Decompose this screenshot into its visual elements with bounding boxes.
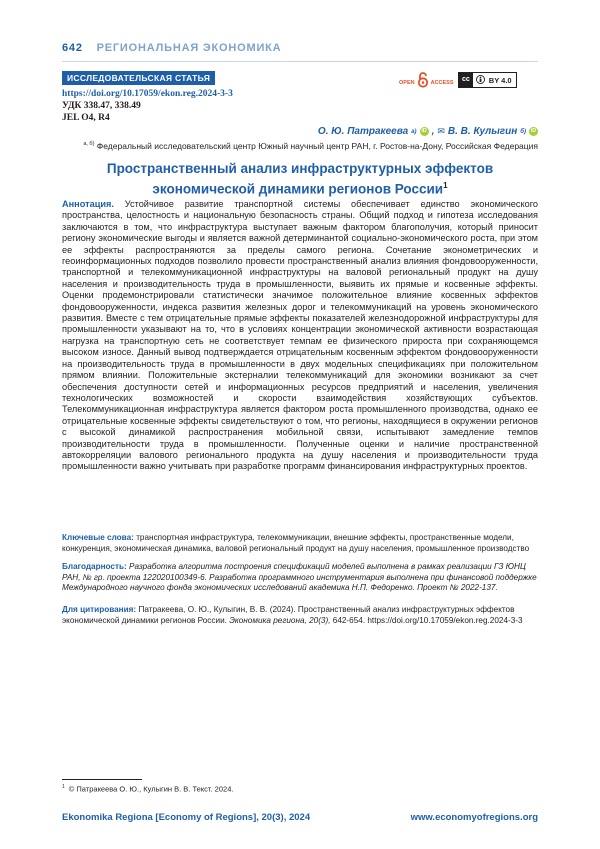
title-footnote-mark: 1 bbox=[443, 181, 448, 190]
citation-text: Патракеева, О. Ю., Кулыгин, В. В. (2024). Пространственный анализ инфраструктурных эффектов экономической динамики регионов России. bbox=[62, 605, 515, 625]
author-1-affil-mark: a) bbox=[411, 128, 417, 135]
article-title bbox=[62, 160, 538, 198]
abstract bbox=[62, 199, 538, 473]
footnote-divider bbox=[62, 779, 142, 780]
acknowledgments-label: Благодарность: bbox=[62, 562, 127, 571]
article-title-text: Пространственный анализ инфраструктурных эффектов экономической динамики регионов России bbox=[106, 161, 494, 197]
acknowledgments-text: Разработка алгоритма построения спецификаций моделей выполнена в рамках реализации ГЗ ЮНЦ РАН, № гр. проекта 122020100349-6. Разработка программного инструментария выполнена при финансовой поддержке Международного научного фонда экономических исследований академика Н.П. Федоренко. Проект № 2022-137. bbox=[62, 562, 537, 592]
open-access-logo bbox=[399, 72, 454, 93]
author-2-name: В. В. Кулыгин bbox=[447, 126, 518, 137]
udc-code: УДК 338.47, 338.49 bbox=[62, 101, 141, 111]
keywords-label: Ключевые слова: bbox=[62, 533, 134, 542]
citation-journal: Экономика региона, 20(3), bbox=[229, 615, 331, 625]
keywords bbox=[62, 533, 538, 554]
footer-journal: Ekonomika Regiona [Economy of Regions], 20(3), 2024 bbox=[62, 812, 311, 823]
by-person-icon bbox=[473, 75, 485, 86]
footnote-text: © Патракеева О. Ю., Кулыгин В. В. Текст. 2024. bbox=[68, 784, 234, 794]
open-access-lock-icon bbox=[417, 72, 429, 93]
header-divider bbox=[62, 61, 538, 62]
keywords-text: транспортная инфраструктура, телекоммуникации, внешние эффекты, пространственные модели, конкуренция, экономическая динамика, валовой региональный продукт на душу населения, промышленное производство bbox=[62, 533, 530, 553]
journal-name: РЕГИОНАЛЬНАЯ ЭКОНОМИКА bbox=[96, 42, 282, 54]
cc-license-badge[interactable] bbox=[458, 72, 517, 88]
abstract-label: Аннотация. bbox=[62, 199, 114, 209]
article-type-badge: ИССЛЕДОВАТЕЛЬСКАЯ СТАТЬЯ bbox=[62, 71, 215, 85]
orcid-icon[interactable]: iD bbox=[421, 128, 427, 134]
footnote bbox=[62, 784, 233, 794]
open-access-access-text: ACCESS bbox=[430, 79, 454, 86]
citation-pages-doi: 642-654. https://doi.org/10.17059/ekon.reg.2024-3-3 bbox=[332, 615, 523, 625]
citation-label: Для цитирования: bbox=[62, 605, 137, 614]
running-header bbox=[62, 42, 281, 54]
author-2-affil-mark: б) bbox=[520, 128, 526, 135]
affiliation-marks: а, б) bbox=[83, 141, 95, 148]
footer-website-link[interactable]: www.economyofregions.org bbox=[410, 812, 538, 823]
author-line: О. Ю. Патракеева a) iD , ✉ В. В. Кулыгин б) iD bbox=[317, 126, 537, 137]
page-number: 642 bbox=[62, 42, 83, 54]
acknowledgments bbox=[62, 562, 538, 594]
affiliation-text: Федеральный исследовательский центр Южный научный центр РАН, г. Ростов-на-Дону, Российская Федерация bbox=[96, 141, 538, 151]
email-icon[interactable]: ✉ bbox=[437, 126, 445, 136]
author-1-name: О. Ю. Патракеева bbox=[317, 126, 409, 137]
jel-code: JEL O4, R4 bbox=[62, 113, 110, 123]
footnote-number: 1 bbox=[62, 784, 65, 790]
cc-icon: cc bbox=[459, 73, 473, 87]
license-label: BY 4.0 bbox=[488, 75, 512, 85]
doi-link[interactable]: https://doi.org/10.17059/ekon.reg.2024-3-3 bbox=[62, 89, 233, 99]
citation bbox=[62, 605, 538, 626]
open-access-open-text: OPEN bbox=[399, 79, 415, 86]
affiliation bbox=[83, 141, 538, 151]
orcid-icon[interactable]: iD bbox=[530, 128, 537, 134]
abstract-text: Устойчивое развитие транспортной системы обеспечивает единство экономического пространства, целостность и национальную безопасность страны. Общий подход и гипотеза исследования заключаются в том, что инфраструктура выступает важным фактором благополучия, который приносит региону экономические выгоды и является важной детерминантой социально-экономического роста, при этом ее эффекты распространяются за пределы самого региона. Сочетание эконометрических и геоинформационных подходов позволило провести пространственный анализ влияния фондовооруженности, транспортной и телекоммуникационной инфраструктуры на валовой региональный продукт на душу населения и производительность труда в промышленности, выявить их прямые и косвенные эффекты. Оценки продемонстрировали статистически значимое положительное влияние косвенных эффектов фондовооруженности, индекса развития железных дорог и телекоммуникаций на уровень экономического развития. Вместе с тем отрицательные прямые эффекты показателей железнодорожной инфраструктуры для промышленности указывают на то, что в условиях концентрации экономической активности возрастающая нагрузка на транспортную сеть не соответствует темпам ее физического прироста при сохраняющемся высоком износе. Данный вывод подтверждается отрицательным косвенным эффектом фондовооруженности на производительность труда в промышленности в двух модельных спецификациях при положительном прямом влиянии. Положительные экстерналии телекоммуникаций для экономики возникают за счет обеспечения доступности сетей и информационных ресурсов предприятий и населения, увеличения технологических возможностей и скорости взаимодействия хозяйствующих субъектов. Телекоммуникационная инфраструктура является фактором роста промышленного производства, однако ее отрицательные косвенные эффекты свидетельствуют о том, что регионы, находящиеся в окружении регионов с высокой динамикой распространения мобильной связи, испытывают замедление темпов производительности труда в промышленности. Полученные оценки и наличие пространственной автокорреляции валового регионального продукта на душу населения и производительности труда промышленности важно учитывать при разработке программ финансирования инфраструктурных проектов. bbox=[62, 199, 538, 472]
